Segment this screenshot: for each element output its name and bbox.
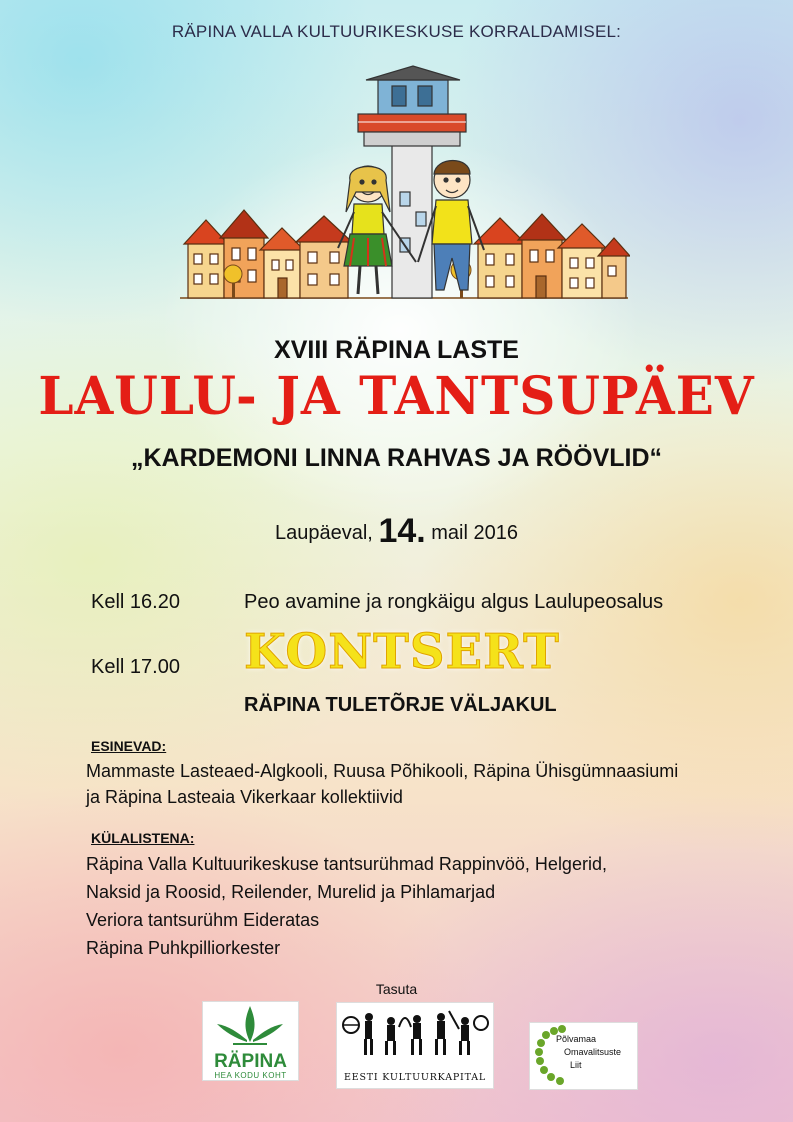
- guests-heading: KÜLALISTENA:: [91, 830, 195, 846]
- performers-line-2: ja Räpina Lasteaia Vikerkaar kollektiivid: [86, 787, 403, 807]
- event-illustration: [178, 62, 630, 332]
- schedule-time-2: Kell 17.00: [91, 656, 180, 678]
- schedule-time-1: Kell 16.20: [91, 591, 180, 613]
- schedule-text-1: Peo avamine ja rongkäigu algus Laulupeosalus: [244, 591, 664, 613]
- guests-line-3: Veriora tantsurühm Eideratas: [86, 910, 320, 930]
- kulka-figures-icon: [337, 1003, 493, 1067]
- kulka-logo: [337, 1003, 493, 1088]
- event-title: LAULU- JA TANTSUPÄEV: [38, 364, 755, 427]
- event-subtitle: XVIII RÄPINA LASTE: [274, 336, 519, 364]
- event-theme: „KARDEMONI LINNA RAHVAS JA RÖÖVLID“: [130, 444, 663, 472]
- concert-venue: RÄPINA TULETÕRJE VÄLJAKUL: [244, 694, 557, 716]
- concert-heading: KONTSERT: [244, 624, 560, 680]
- organizer-line: RÄPINA VALLA KULTUURIKESKUSE KORRALDAMISEL:: [171, 22, 622, 41]
- rapina-leaf-icon: [203, 1002, 298, 1048]
- performers-line-1: Mammaste Lasteaed-Algkooli, Ruusa Põhikooli, Räpina Ühisgümnaasiumi: [86, 761, 679, 781]
- kulka-logo-name: EESTI KULTUURKAPITAL: [344, 1072, 486, 1083]
- event-date: [0, 512, 793, 551]
- date-prefix: Laupäeval,: [275, 522, 373, 544]
- guests-line-1: Räpina Valla Kultuurikeskuse tantsurühmad Rappinvöö, Helgerid,: [86, 854, 607, 874]
- performers-heading: ESINEVAD:: [91, 738, 167, 754]
- date-day: 14.: [378, 512, 426, 550]
- polvamaa-line-2: Omavalitsuste: [564, 1047, 622, 1057]
- rapina-logo-tagline: HEA KODU KOHT: [214, 1071, 287, 1080]
- polvamaa-line-3: Liit: [570, 1060, 582, 1070]
- polvamaa-logo: [530, 1023, 637, 1089]
- guests-line-2: Naksid ja Roosid, Reilender, Murelid ja Pihlamarjad: [86, 882, 496, 902]
- date-suffix: mail 2016: [431, 522, 518, 544]
- admission-label: Tasuta: [375, 981, 418, 997]
- rapina-logo: [203, 1002, 298, 1080]
- polvamaa-line-1: Põlvamaa: [556, 1034, 597, 1044]
- rapina-logo-name: RÄPINA: [214, 1051, 287, 1072]
- guests-line-4: Räpina Puhkpilliorkester: [86, 938, 281, 958]
